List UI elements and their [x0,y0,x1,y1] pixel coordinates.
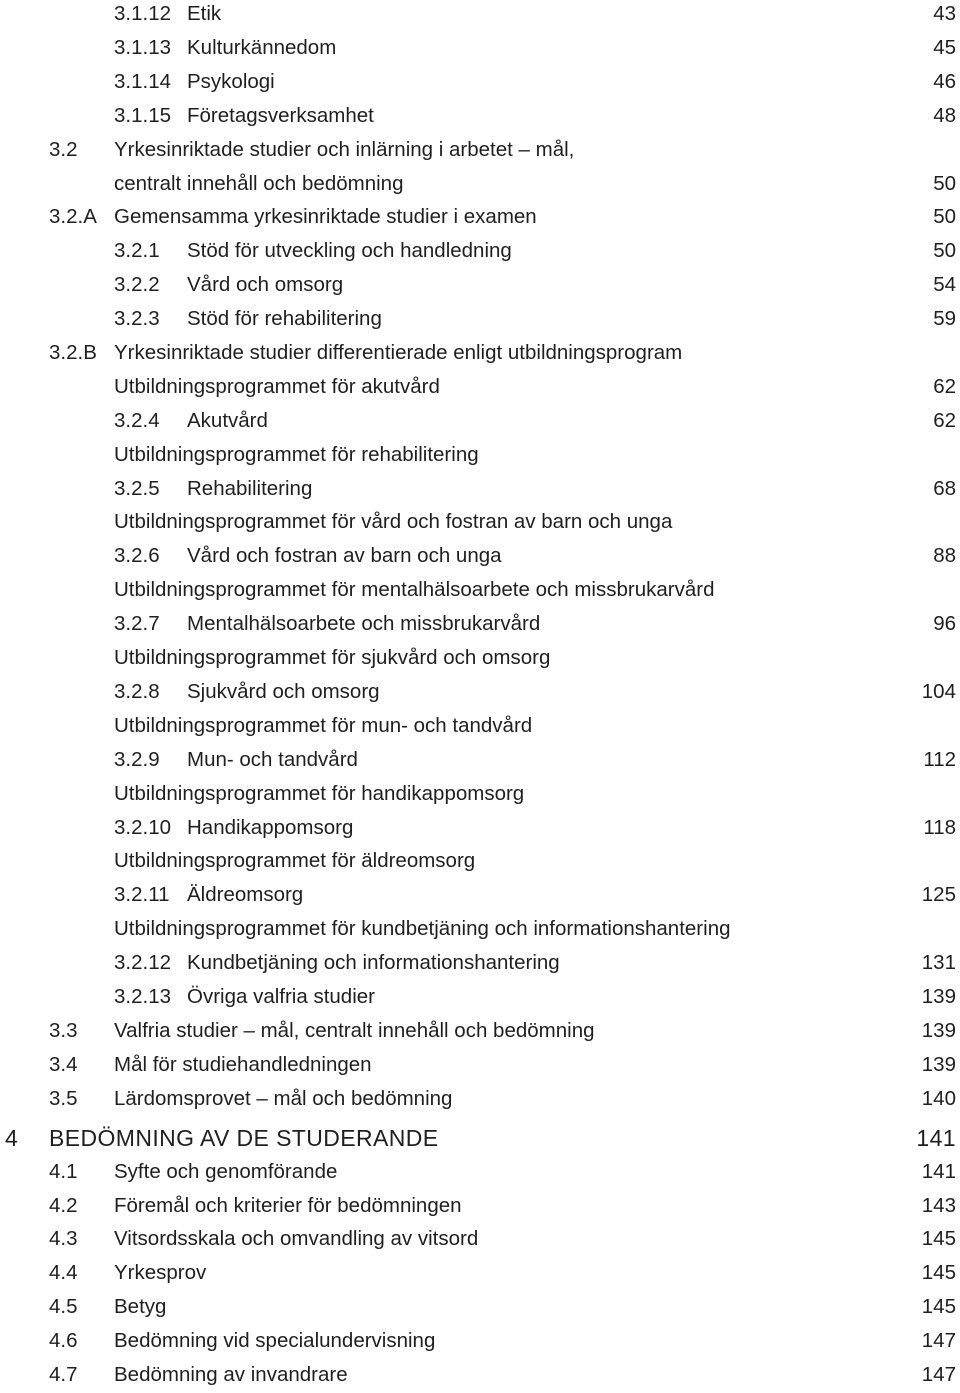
toc-page-number: 50 [933,172,956,195]
toc-entry-number: 3.4 [49,1053,78,1076]
toc-entry-title: Föremål och kriterier för bedömningen [114,1194,462,1217]
toc-entry-number: 3.2.11 [114,883,170,906]
toc-page-number: 147 [921,1363,956,1386]
toc-entry-number: 3.1.13 [114,36,171,59]
toc-entry-title: Akutvård [187,409,268,432]
toc-entry-number: 3.3 [49,1019,78,1042]
toc-entry-title: Utbildningsprogrammet för vård och fostran av barn och unga [114,510,673,533]
toc-entry-title: Kundbetjäning och informationshantering [187,951,560,974]
toc-entry-title: Yrkesinriktade studier differentierade enligt utbildningsprogram [114,341,683,364]
toc-entry-title: Bedömning vid specialundervisning [114,1329,436,1352]
toc-entry-number: 3.5 [49,1087,78,1110]
toc-entry-title: Kulturkännedom [187,36,337,59]
toc-page-number: 145 [921,1227,956,1250]
toc-entry-number: 3.1.15 [114,104,171,127]
toc-entry [0,270,960,300]
toc-entry-number: 3.2.5 [114,477,160,500]
toc-entry-title: Lärdomsprovet – mål och bedömning [114,1087,453,1110]
toc-entry [0,1050,960,1080]
toc-chapter-heading [0,1123,960,1153]
toc-entry [0,440,960,470]
toc-page-number: 50 [933,239,956,262]
toc-page-number: 46 [933,70,956,93]
toc-page-number: 104 [921,680,956,703]
toc-entry [0,643,960,673]
toc-entry [0,1326,960,1356]
toc-entry-number: 3.2.A [49,205,97,228]
toc-entry [0,1084,960,1114]
toc-entry-number: 3.2.B [49,341,97,364]
toc-entry-number: 3.2.8 [114,680,160,703]
toc-entry [0,948,960,978]
toc-entry-number: 3.2.12 [114,951,171,974]
toc-entry-number: 3.2.4 [114,409,160,432]
toc-entry [0,1360,960,1390]
toc-entry [0,236,960,266]
toc-entry [0,202,960,232]
toc-entry [0,1157,960,1187]
toc-entry-title: Vård och fostran av barn och unga [187,544,502,567]
toc-entry-title: Vård och omsorg [187,273,344,296]
toc-entry-title: centralt innehåll och bedömning [114,172,404,195]
toc-entry-number: 3.1.12 [114,2,171,25]
toc-entry-number: 3.1.14 [114,70,171,93]
toc-entry [0,101,960,131]
toc-entry-number: 3.2 [49,138,78,161]
toc-page-number: 139 [921,1019,956,1042]
toc-entry [0,169,960,199]
toc-entry [0,541,960,571]
toc-entry [0,745,960,775]
toc-entry-title: Bedömning av invandrare [114,1363,348,1386]
toc-entry [0,507,960,537]
toc-entry-title: Yrkesprov [114,1261,207,1284]
toc-page-number: 48 [933,104,956,127]
toc-entry [0,0,960,29]
toc-entry [0,880,960,910]
toc-entry-title: Utbildningsprogrammet för rehabilitering [114,443,479,466]
toc-page-number: 139 [921,1053,956,1076]
toc-entry [0,813,960,843]
toc-entry-title: Mun- och tandvård [187,748,358,771]
toc-entry [0,779,960,809]
toc-entry [0,1292,960,1322]
toc-entry-title: Övriga valfria studier [187,985,375,1008]
toc-entry-number: 4.7 [49,1363,78,1386]
toc-page-number: 131 [921,951,956,974]
toc-page-number: 62 [933,409,956,432]
toc-entry-number: 4 [5,1125,19,1151]
toc-page-number: 43 [933,2,956,25]
toc-entry-title: Utbildningsprogrammet för kundbetjäning och informationshantering [114,917,731,940]
toc-page-number: 147 [921,1329,956,1352]
toc-entry [0,1224,960,1254]
toc-entry-number: 3.2.1 [114,239,160,262]
toc-page-number: 118 [923,816,956,839]
toc-page-number: 145 [921,1295,956,1318]
toc-entry-number: 3.2.13 [114,985,171,1008]
toc-entry-number: 4.2 [49,1194,78,1217]
toc-entry-title: Yrkesinriktade studier och inlärning i arbetet – mål, [114,138,575,161]
toc-entry [0,304,960,334]
toc-entry-title: Äldreomsorg [187,883,304,906]
toc-entry-title: Handikappomsorg [187,816,354,839]
toc-entry [0,914,960,944]
toc-entry-number: 4.1 [49,1160,78,1183]
toc-entry-title: Mål för studiehandledningen [114,1053,372,1076]
toc-entry-number: 3.2.9 [114,748,160,771]
toc-page-number: 59 [933,307,956,330]
toc-entry [0,33,960,63]
toc-page-number: 68 [933,477,956,500]
toc-entry-title: Utbildningsprogrammet för mentalhälsoarbete och missbrukarvård [114,578,715,601]
toc-entry-number: 3.2.2 [114,273,160,296]
toc-entry [0,135,960,165]
toc-page-number: 54 [933,273,956,296]
toc-entry-number: 3.2.7 [114,612,160,635]
toc-page-number: 96 [933,612,956,635]
toc-entry [0,372,960,402]
toc-entry-title: Syfte och genomförande [114,1160,338,1183]
toc-page-number: 143 [921,1194,956,1217]
toc-entry-title: Utbildningsprogrammet för akutvård [114,375,440,398]
toc-entry-number: 3.2.3 [114,307,160,330]
toc-entry [0,1191,960,1221]
toc-entry-title: Vitsordsskala och omvandling av vitsord [114,1227,479,1250]
toc-entry-number: 4.4 [49,1261,78,1284]
toc-entry-title: Rehabilitering [187,477,313,500]
toc-page-number: 145 [921,1261,956,1284]
toc-page-number: 62 [933,375,956,398]
toc-page-number: 141 [921,1160,956,1183]
toc-page-number: 45 [933,36,956,59]
toc-entry-title: Sjukvård och omsorg [187,680,380,703]
toc-entry [0,609,960,639]
toc-entry [0,982,960,1012]
toc-entry-title: Psykologi [187,70,275,93]
toc-page-number: 125 [921,883,956,906]
toc-entry-title: Utbildningsprogrammet för handikappomsorg [114,782,525,805]
toc-entry-title: Stöd för utveckling och handledning [187,239,512,262]
toc-page-number: 50 [933,205,956,228]
toc-page-number: 141 [916,1125,956,1151]
toc-page-number: 112 [923,748,956,771]
toc-entry [0,711,960,741]
toc-page-number: 88 [933,544,956,567]
toc-entry-title: Stöd för rehabilitering [187,307,382,330]
toc-entry-title: BEDÖMNING AV DE STUDERANDE [49,1125,439,1151]
toc-entry [0,677,960,707]
toc-entry-title: Mentalhälsoarbete och missbrukarvård [187,612,541,635]
toc-entry-title: Valfria studier – mål, centralt innehåll och bedömning [114,1019,595,1042]
toc-entry-title: Utbildningsprogrammet för mun- och tandvård [114,714,533,737]
toc-entry-number: 3.2.6 [114,544,160,567]
toc-entry-title: Etik [187,2,222,25]
toc-entry [0,846,960,876]
toc-entry-title: Företagsverksamhet [187,104,374,127]
toc-entry-title: Gemensamma yrkesinriktade studier i examen [114,205,537,228]
toc-entry-number: 4.3 [49,1227,78,1250]
toc-entry [0,67,960,97]
toc-page-number: 140 [921,1087,956,1110]
toc-entry [0,406,960,436]
toc-entry [0,474,960,504]
toc-entry-number: 4.6 [49,1329,78,1352]
toc-entry [0,575,960,605]
toc-entry-title: Utbildningsprogrammet för äldreomsorg [114,849,476,872]
toc-entry-title: Betyg [114,1295,167,1318]
toc-entry [0,1016,960,1046]
toc-entry [0,338,960,368]
toc-entry-title: Utbildningsprogrammet för sjukvård och omsorg [114,646,551,669]
toc-page-number: 139 [921,985,956,1008]
toc-entry-number: 4.5 [49,1295,78,1318]
toc-entry [0,1258,960,1288]
toc-entry-number: 3.2.10 [114,816,171,839]
